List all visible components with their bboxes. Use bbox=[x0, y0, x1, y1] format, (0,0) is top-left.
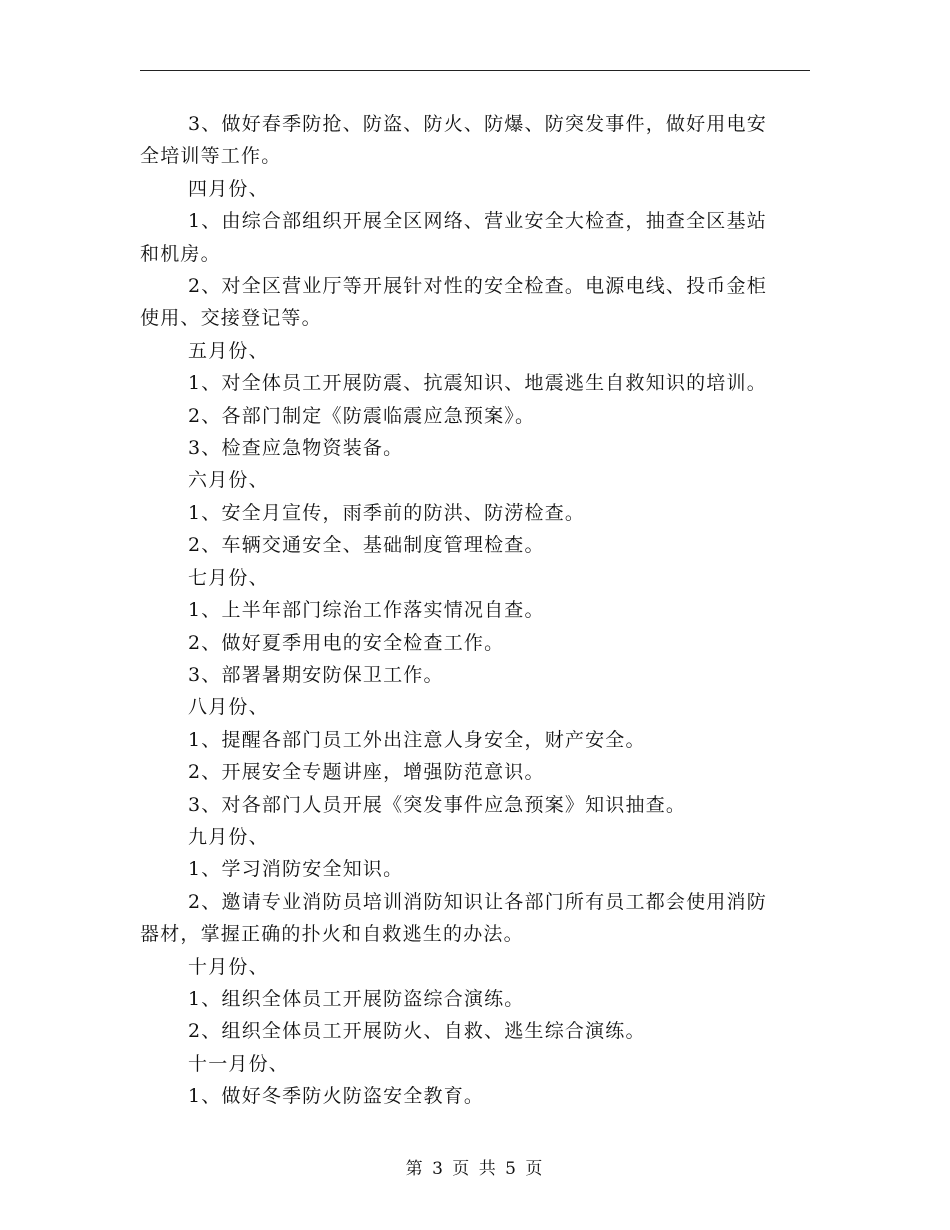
text-line: 十月份、 bbox=[188, 955, 269, 978]
document-body bbox=[140, 108, 810, 1113]
text-line: 3、检查应急物资装备。 bbox=[188, 437, 404, 460]
text-line: 1、对全体员工开展防震、抗震知识、地震逃生自救知识的培训。 bbox=[188, 372, 767, 395]
text-line: 四月份、 bbox=[188, 177, 269, 200]
text-line: 3、做好春季防抢、防盗、防火、防爆、防突发事件，做好用电安 bbox=[188, 113, 767, 135]
text-line: 1、学习消防安全知识。 bbox=[188, 858, 404, 881]
text-line: 使用、交接登记等。 bbox=[140, 307, 322, 330]
text-line: 六月份、 bbox=[188, 469, 269, 492]
text-line: 1、由综合部组织开展全区网络、营业安全大检查，抽查全区基站 bbox=[188, 210, 767, 233]
text-line: 2、车辆交通安全、基础制度管理检查。 bbox=[188, 534, 545, 557]
text-line: 3、部署暑期安防保卫工作。 bbox=[188, 663, 444, 686]
text-line: 2、做好夏季用电的安全检查工作。 bbox=[188, 631, 505, 654]
page-footer: 第 3 页 共 5 页 bbox=[405, 1159, 545, 1179]
header-rule bbox=[140, 70, 810, 71]
text-line: 九月份、 bbox=[188, 825, 269, 848]
text-line: 八月份、 bbox=[188, 696, 269, 719]
text-line: 2、开展安全专题讲座，增强防范意识。 bbox=[188, 761, 545, 784]
text-line: 2、对全区营业厅等开展针对性的安全检查。电源电线、投币金柜 bbox=[188, 275, 767, 298]
text-line: 七月份、 bbox=[188, 566, 269, 589]
text-line: 1、上半年部门综治工作落实情况自查。 bbox=[188, 599, 545, 622]
text-line: 2、各部门制定《防震临震应急预案》。 bbox=[188, 404, 536, 427]
text-line: 2、邀请专业消防员培训消防知识让各部门所有员工都会使用消防 bbox=[188, 890, 767, 913]
text-line: 2、组织全体员工开展防火、自救、逃生综合演练。 bbox=[188, 1020, 646, 1043]
text-line: 1、组织全体员工开展防盗综合演练。 bbox=[188, 987, 525, 1010]
text-line: 器材，掌握正确的扑火和自救逃生的办法。 bbox=[140, 923, 524, 946]
text-line: 五月份、 bbox=[188, 339, 269, 362]
text-line: 1、安全月宣传，雨季前的防洪、防涝检查。 bbox=[188, 501, 586, 524]
text-line: 1、提醒各部门员工外出注意人身安全，财产安全。 bbox=[188, 728, 646, 751]
text-line: 1、做好冬季防火防盗安全教育。 bbox=[188, 1085, 485, 1108]
text-line: 3、对各部门人员开展《突发事件应急预案》知识抽查。 bbox=[188, 793, 687, 816]
text-line: 和机房。 bbox=[140, 242, 221, 265]
text-line: 十一月份、 bbox=[188, 1052, 290, 1075]
text-line: 全培训等工作。 bbox=[140, 145, 282, 168]
